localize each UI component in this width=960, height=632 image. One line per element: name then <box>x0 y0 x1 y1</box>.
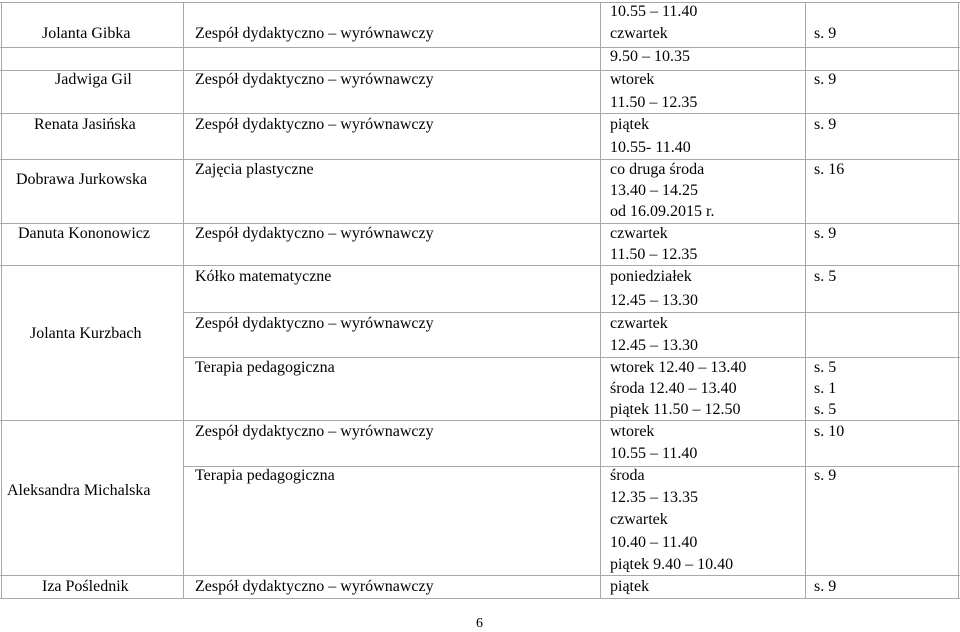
room-number: s. 9 <box>814 71 837 88</box>
activity-name: Zespół dydaktyczno – wyrównawczy <box>195 315 434 332</box>
activity-name: Kółko matematyczne <box>195 268 332 285</box>
schedule-line: środa <box>610 467 645 484</box>
schedule-line: wtorek 12.40 – 13.40 <box>610 359 747 376</box>
teacher-name: Dobrawa Jurkowska <box>16 171 148 188</box>
col-border <box>183 2 184 599</box>
activity-name: Terapia pedagogiczna <box>195 467 335 484</box>
room-number: s. 10 <box>814 423 845 440</box>
schedule-line: 10.40 – 11.40 <box>610 534 698 551</box>
row-border <box>0 223 960 224</box>
room-number: s. 5 <box>814 268 837 285</box>
schedule-line: 12.45 – 13.30 <box>610 337 698 354</box>
schedule-line: środa 12.40 – 13.40 <box>610 380 737 397</box>
row-border <box>0 159 960 160</box>
schedule-line: 10.55 – 11.40 <box>610 445 698 462</box>
schedule-line: 10.55 – 11.40 <box>610 3 698 20</box>
teacher-name: Danuta Kononowicz <box>18 225 150 242</box>
activity-name: Zajęcia plastyczne <box>195 161 314 178</box>
col-border <box>600 2 601 599</box>
schedule-line: czwartek <box>610 225 668 242</box>
col-border <box>805 2 806 599</box>
room-number: s. 9 <box>814 25 837 42</box>
teacher-name: Aleksandra Michalska <box>7 482 151 499</box>
col-border <box>1 2 2 599</box>
teacher-name: Renata Jasińska <box>34 116 136 133</box>
schedule-line: 11.50 – 12.35 <box>610 246 698 263</box>
schedule-line: czwartek <box>610 511 668 528</box>
activity-name: Zespół dydaktyczno – wyrównawczy <box>195 225 434 242</box>
activity-name: Zespół dydaktyczno – wyrównawczy <box>195 578 434 595</box>
activity-name: Zespół dydaktyczno – wyrównawczy <box>195 423 434 440</box>
activity-name: Zespół dydaktyczno – wyrównawczy <box>195 116 434 133</box>
schedule-line: piątek 11.50 – 12.50 <box>610 401 741 418</box>
schedule-line: czwartek <box>610 25 668 42</box>
schedule-line: 10.55- 11.40 <box>610 139 691 156</box>
page-number: 6 <box>476 616 483 631</box>
room-number: s. 5 <box>814 359 837 376</box>
row-border <box>183 312 960 313</box>
table-bottom-border <box>0 598 960 599</box>
schedule-line: od 16.09.2015 r. <box>610 203 715 220</box>
row-border <box>183 357 960 358</box>
schedule-line: 12.35 – 13.35 <box>610 489 698 506</box>
schedule-line: 12.45 – 13.30 <box>610 292 698 309</box>
schedule-line: 9.50 – 10.35 <box>610 48 690 65</box>
teacher-name: Iza Poślednik <box>42 578 129 595</box>
room-number: s. 1 <box>814 380 837 397</box>
table-top-border <box>0 2 960 3</box>
schedule-line: czwartek <box>610 315 668 332</box>
schedule-line: poniedziałek <box>610 268 692 285</box>
teacher-name: Jadwiga Gil <box>55 71 132 88</box>
room-number: s. 9 <box>814 225 837 242</box>
schedule-line: wtorek <box>610 423 655 440</box>
schedule-line: 11.50 – 12.35 <box>610 94 698 111</box>
activity-name: Terapia pedagogiczna <box>195 359 335 376</box>
room-number: s. 9 <box>814 467 837 484</box>
row-border <box>0 113 960 114</box>
activity-name: Zespół dydaktyczno – wyrównawczy <box>195 71 434 88</box>
schedule-line: piątek 9.40 – 10.40 <box>610 556 734 573</box>
row-border <box>0 575 960 576</box>
schedule-line: co druga środa <box>610 161 705 178</box>
row-border <box>0 47 960 48</box>
teacher-name: Jolanta Gibka <box>42 25 131 42</box>
col-border <box>958 2 959 599</box>
room-number: s. 9 <box>814 116 837 133</box>
schedule-line: piątek <box>610 116 650 133</box>
row-border <box>0 265 960 266</box>
teacher-name: Jolanta Kurzbach <box>30 325 142 342</box>
schedule-line: 13.40 – 14.25 <box>610 182 698 199</box>
room-number: s. 5 <box>814 401 837 418</box>
room-number: s. 9 <box>814 578 837 595</box>
row-border <box>0 420 960 421</box>
schedule-line: piątek <box>610 578 650 595</box>
schedule-line: wtorek <box>610 71 655 88</box>
room-number: s. 16 <box>814 161 845 178</box>
activity-name: Zespół dydaktyczno – wyrównawczy <box>195 25 434 42</box>
